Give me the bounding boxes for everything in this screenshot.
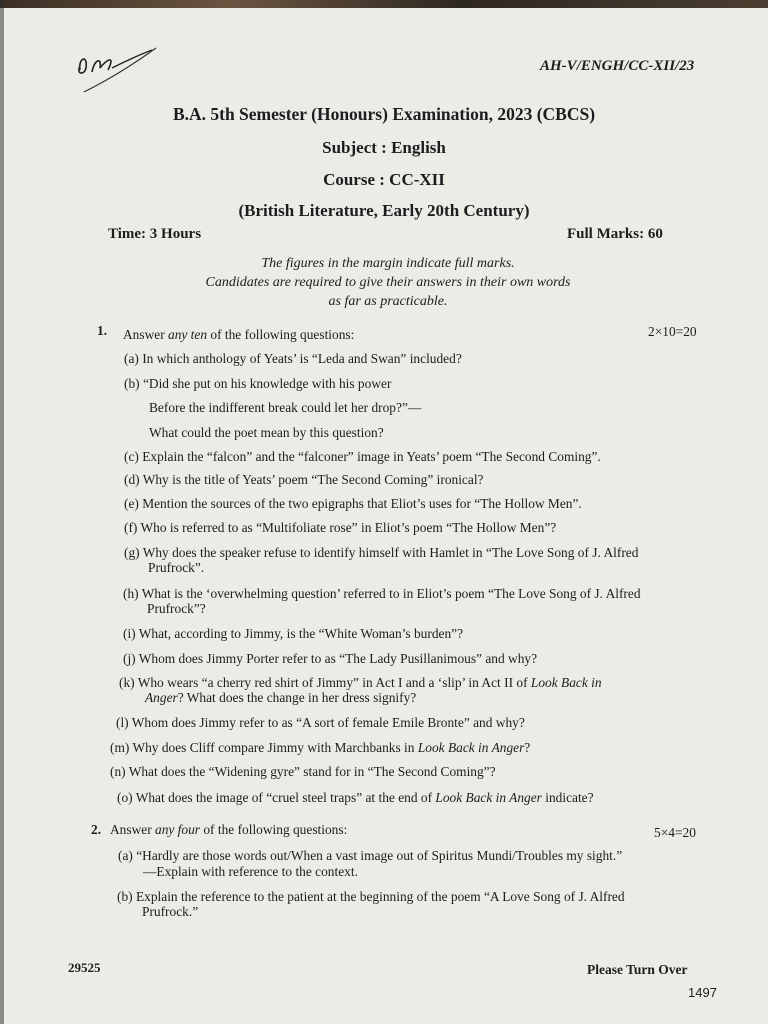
question-2-marks: 5×4=20 <box>654 825 696 840</box>
q1-item-g-line2: Prufrock”. <box>148 560 205 575</box>
q2-item-a-line2: —Explain with reference to the context. <box>143 864 358 879</box>
q1-item-a: (a) In which anthology of Yeats’ is “Leda and Swan” included? <box>124 351 462 366</box>
question-1-number: 1. <box>97 323 108 338</box>
q1-item-k-line1: (k) Who wears “a cherry red shirt of Jimmy” in Act I and a ‘slip’ in Act II of Look Back in <box>119 675 602 690</box>
q1-item-i: (i) What, according to Jimmy, is the “White Woman’s burden”? <box>123 626 464 641</box>
full-marks: Full Marks: 60 <box>567 226 663 242</box>
instruction-line-2: Candidates are required to give their answers in their own words <box>205 275 571 290</box>
q1-item-b-line3: What could the poet mean by this question? <box>149 425 384 440</box>
exam-title: B.A. 5th Semester (Honours) Examination, 2023 (CBCS) <box>172 104 596 124</box>
q1-item-f: (f) Who is referred to as “Multifoliate rose” in Eliot’s poem “The Hollow Men”? <box>124 520 557 535</box>
subject-line: Subject : English <box>322 138 446 157</box>
instruction-line-3: as far as practicable. <box>328 294 448 309</box>
q1-item-b-line2: Before the indifferent break could let her drop?”— <box>149 400 422 415</box>
q2-item-a-line1: (a) “Hardly are those words out/When a vast image out of Spiritus Mundi/Troubles my sight.” <box>118 848 623 863</box>
question-2-number: 2. <box>91 822 102 837</box>
q1-item-j: (j) Whom does Jimmy Porter refer to as “The Lady Pusillanimous” and why? <box>123 651 538 666</box>
question-1-marks: 2×10=20 <box>648 324 697 339</box>
q1-item-o: (o) What does the image of “cruel steel traps” at the end of Look Back in Anger indicate? <box>117 790 594 805</box>
instruction-line-1: The figures in the margin indicate full marks. <box>261 256 515 271</box>
question-1-prompt: Answer any ten of the following questions: <box>123 327 355 342</box>
serial-number: 29525 <box>68 960 101 975</box>
page-code: 1497 <box>688 985 717 1000</box>
q1-item-l: (l) Whom does Jimmy refer to as “A sort of female Emile Bronte” and why? <box>116 715 525 730</box>
q1-item-n: (n) What does the “Widening gyre” stand for in “The Second Coming”? <box>110 764 496 779</box>
please-turn-over: Please Turn Over <box>587 962 688 977</box>
course-line: Course : CC-XII <box>323 170 445 189</box>
q1-item-d: (d) Why is the title of Yeats’ poem “The Second Coming” ironical? <box>124 472 484 487</box>
photo-edge-band <box>0 0 768 8</box>
course-name: (British Literature, Early 20th Century) <box>238 201 530 220</box>
paper-code: AH-V/ENGH/CC-XII/23 <box>540 58 695 74</box>
time-limit: Time: 3 Hours <box>108 226 202 242</box>
q1-item-g-line1: (g) Why does the speaker refuse to identify himself with Hamlet in “The Love Song of J. Alfred <box>124 545 639 560</box>
q2-item-b-line2: Prufrock.” <box>142 904 199 919</box>
q1-item-b-line1: (b) “Did she put on his knowledge with his power <box>124 376 392 391</box>
handwritten-initials <box>72 44 162 100</box>
q1-item-k-line2: Anger? What does the change in her dress signify? <box>145 690 417 705</box>
q1-item-m: (m) Why does Cliff compare Jimmy with Marchbanks in Look Back in Anger? <box>110 740 531 755</box>
q1-item-h-line2: Prufrock”? <box>147 601 206 616</box>
q1-item-h-line1: (h) What is the ‘overwhelming question’ referred to in Eliot’s poem “The Love Song of J. Alfred <box>123 586 641 601</box>
q1-item-e: (e) Mention the sources of the two epigraphs that Eliot’s uses for “The Hollow Men”. <box>124 496 582 511</box>
q2-item-b-line1: (b) Explain the reference to the patient at the beginning of the poem “A Love Song of J. Alfred <box>117 889 625 904</box>
q1-item-c: (c) Explain the “falcon” and the “falconer” image in Yeats’ poem “The Second Coming”. <box>124 449 601 464</box>
question-2-prompt: Answer any four of the following questions: <box>110 822 348 837</box>
